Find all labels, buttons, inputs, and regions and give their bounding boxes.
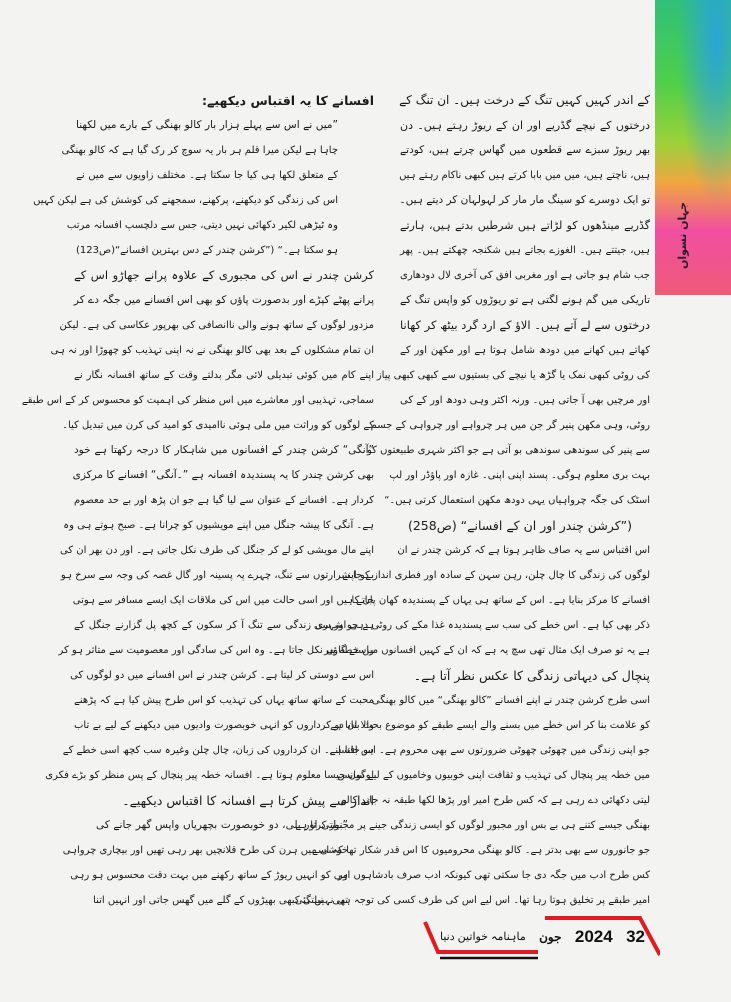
text-line: کردار ہے۔ افسانے کے عنوان سے لیا گیا ہے جو ان پڑھ اور بے حد معصوم: [74, 495, 374, 506]
issue-month: جون: [539, 930, 562, 944]
text-line: اسٹک کی جگہ چرواہیاں یہی دودھ مکھن استعمال کرتی ہیں۔“: [384, 495, 650, 506]
text-line: راستے گاؤں نکل جاتا ہے۔ وہ اس کی سادگی اور معصومیت سے متاثر ہو کر: [58, 645, 374, 656]
paragraph: [294, 688, 650, 913]
article-column-right: [294, 88, 650, 913]
paragraph: [313, 538, 650, 688]
text-line: اسی طرح کرشن چندر نے اپنے افسانے ”کالو بھنگی“ میں کالو بھنگی: [371, 695, 650, 706]
text-line: ”آنگی“ کرشن چندر کے افسانوں میں شاہکار کا درجہ رکھتا ہے خود: [74, 444, 374, 456]
text-line: ہو سکتا ہے۔“ (”کرشن چندر کے دس بہترین افسانے“(ص123): [76, 245, 338, 256]
text-line: اس کی زندگی کو دیکھنے، پرکھنے، سمجھنے کی کوشش کی ہے لیکن کہیں: [33, 195, 338, 206]
text-line: لوگوں کی زندگی کا چال چلن، رہن سہن کے سادہ اور فطری انداز کو اپنے: [342, 570, 650, 581]
text-line: تو ایک دوسرے کو سینگ مار مار کر لہولہان کر دیتے ہیں۔: [399, 194, 650, 206]
text-line: اپنے کام میں کوئی تبدیلی لائی مگر بدلتے وقت کے ساتھ افسانہ نگار نے: [74, 370, 374, 381]
text-line: (”کرشن چندر اور ان کے افسانے“ (ص258): [407, 518, 632, 533]
article-column-left: [21, 88, 374, 913]
text-line: کھاتے ہیں کھانے میں دودھ شامل ہوتا ہے اور مکھن اور کے: [400, 345, 650, 356]
text-line: مزدور لوگوں کے ساتھ ہونے والی ناانصافی کی بھرپور عکاسی کی ہے۔ لیکن: [59, 320, 374, 331]
text-line: جاتے ہیں اور اسی حالت میں اس کی ملاقات ایک ایسے مسافر سے ہوتی: [72, 595, 374, 606]
text-line: ہی کو انہیں ریوڑ کے ساتھ رکھنے میں بہت دقت محسوس ہو رہی: [70, 870, 348, 881]
text-line: بہت بری معلوم ہوگی۔ پسند اپنی اپنی۔ غازہ اور پاؤڈر اور لپ: [389, 470, 650, 481]
text-line: ”نیلتی اور بلی، دو خوبصورت بچھریاں واپس گھر جانے کی: [96, 819, 348, 831]
section-title: جہان نسواں: [676, 201, 690, 269]
text-line: اس سے دوستی کر لیتا ہے۔ کرشن چندر نے اس افسانے میں دو لوگوں کی: [70, 670, 374, 681]
text-line: وہ ٹیڑھی لکیر دکھائی نہیں دیتی، جس سے دلچسپ افسانہ مرتب: [66, 220, 338, 231]
text-line: بھنگی جیسے کتنے ہی بے بس اور مجبور لوگوں کو ایسی زندگی جینے پر مجبور کرتا ہے: [295, 820, 650, 831]
text-line: ہے جو شہری زندگی سے تنگ آ کر سکون کے کچھ پل گزارنے جنگل کے: [74, 620, 374, 631]
text-line: جب شام ہو جاتی ہے اور مغربی افق کی آخری لال دودھاری: [400, 270, 650, 281]
text-line: درختوں سے لے آتے ہیں۔ الاؤ کے ارد گرد بیٹھ کر کھانا: [400, 318, 650, 332]
text-line: بھی کرشن چندر کا یہ پسندیدہ افسانہ ہے ”۔آنگی“ افسانے کا مرکزی: [72, 469, 374, 481]
text-line: کی روٹی کبھی نمک یا گڑھ یا نیچے کی بستیوں سے کبھی کبھی پیاز: [376, 370, 650, 381]
text-line: کس طرح ادب میں جگہ دی جا سکتی تھی کیونکہ ادب صرف بادشاہوں اور: [337, 870, 650, 881]
text-line: اپنے مال مویشی کو لے کر جنگل کی طرف نکل جاتی ہے۔ اور دن بھر ان کی: [59, 545, 374, 556]
text-line: جو اپنی زندگی میں چھوٹی چھوٹی ضرورتوں سے بھی محروم ہے۔ اس افسانے: [329, 745, 650, 756]
text-line: کے اندر کہیں کہیں تنگ کے درخت ہیں۔ ان تنگ کے: [399, 93, 650, 107]
text-line: افسانے کا مرکز بنایا ہے۔ اس کے ساتھ ہی یہاں کے پسندیدہ کھان پان کا: [351, 595, 650, 606]
section-sidebar-banner: [655, 0, 731, 295]
text-line: سماجی، تہذیبی اور معاشرے میں اس منظر کی اہمیت کو محسوس کر کے اس طبقے: [21, 395, 374, 406]
text-line: محبت کے ساتھ ساتھ یہاں کی تہذیب کو اس طرح پیش کیا ہے کہ پڑھنے: [74, 695, 374, 706]
text-line: اس اقتباس سے یہ صاف ظاہر ہوتا ہے کہ کرشن چندر نے ان: [397, 545, 650, 556]
text-line: بھر ریوڑ سبزے سے قطعوں میں گھاس چرتے ہیں، کودتے: [400, 144, 650, 156]
text-line: سے پنیر کی سوندھی سوندھی بو آتی ہے جو اکثر شہری طبیعتوں کو: [366, 445, 650, 456]
text-line: انداز سے پیش کرتا ہے افسانہ کا اقتباس دیکھیے۔: [122, 793, 374, 808]
text-line: پرانے پھٹے کپڑے اور بدصورت پاؤں کو بھی اس افسانے میں جگہ دے کر: [73, 294, 374, 306]
text-line: لیتی دکھائی دے رہی ہے کہ کس طرح امیر اور پڑھا لکھا طبقہ نہ جانے کالو: [341, 795, 650, 806]
text-line: کرشن چندر نے اس کی مجبوری کے علاوہ پرانے جھاڑو اس کے: [74, 268, 374, 282]
text-line: افسانے کا یہ اقتباس دیکھیے:: [202, 93, 374, 108]
text-line: خوشی میں ہرن کی طرح قلانچیں بھر رہی تھیں اور بیچاری چرواہی: [62, 845, 348, 856]
paragraph: [366, 88, 650, 513]
text-line: گڈریے مینڈھوں کو لڑاتے ہیں شرطیں بدتے ہیں، ہارتے: [400, 219, 650, 232]
text-line: میں خطہ پیر پنچال کی تہذیب و ثقافت اپنی خوبیوں وخامیوں کے لیے سانس: [337, 770, 650, 781]
text-line: والا ان دو کرداروں کو انہی خوبصورت وادیوں میں دیکھنے کے لیے بے تاب: [74, 720, 374, 731]
text-line: اور مرچیں بھی آ جاتی ہیں۔ ورنہ اکثر وہی دودھ اور کے کی: [400, 395, 650, 406]
page-footer: [420, 910, 660, 965]
text-line: امیر طبقے پر تخلیق ہوتا رہا تھا۔ اس لیے اس کی طرف کسی کی توجہ ہی نہیں گئی: [294, 895, 650, 906]
text-line: بے جا شرارتوں سے تنگ، چہرے پہ پسینہ اور گال غصہ کی وجہ سے سرخ ہو: [60, 570, 374, 581]
text-line: چاہا ہے لیکن میرا قلم ہر بار یہ سوچ کر رک گیا ہے کہ کالو بھنگی: [61, 145, 338, 156]
paragraph: [45, 438, 374, 813]
paragraph: [21, 263, 374, 438]
text-line: روٹی، وہی مکھن پنیر گر جن میں ہر چرواہے اور چرواہی کے جسم: [370, 420, 650, 431]
text-line: ہے یہ تو صرف ایک مثال تھی سچ یہ ہے کہ ان کے کہیں افسانوں میں خطہ پیر: [324, 645, 650, 656]
text-line: ”میں نے اس سے پہلے ہزار بار کالو بھنگی کے بارے میں لکھنا: [76, 119, 338, 131]
text-line: کے متعلق لکھا ہی کیا جا سکتا ہے۔ مختلف زاویوں سے میں نے: [76, 170, 338, 181]
text-line: ان تمام مشکلوں کے بعد بھی کالو بھنگی نے نہ اپنی تہذیب کو چھوڑا اور نہ ہی: [50, 345, 374, 356]
text-line: ہیں، ناچتے ہیں، میں میں بابا کرتے ہیں کبھی ناکام رہتے ہیں: [399, 170, 650, 181]
text-line: جو جانوروں سے بھی بدتر ہے۔ کالو بھنگی محرومیوں کا اس قدر شکار تھا کہ اسے: [312, 845, 650, 856]
block-quote: [62, 813, 374, 913]
citation: [400, 513, 650, 538]
footer-info: [440, 924, 645, 950]
block-quote: [33, 113, 374, 263]
section-heading: [74, 88, 374, 113]
text-line: ہے۔ آنگی کا پیشہ جنگل میں اپنے مویشیوں کو چرانا ہے۔ صبح ہوتے ہی وہ: [63, 520, 374, 531]
page-number: 32: [626, 927, 645, 946]
text-line: لوگوں جیسا معلوم ہوتا ہے۔ افسانہ خطہ پیر پنچال کے پس منظر کو بڑے فکری: [45, 770, 374, 781]
text-line: پنچال کی دیہاتی زندگی کا عکس نظر آتا ہے۔: [413, 668, 650, 683]
text-line: درختوں کے نیچے گڈریے اور ان کے ریوڑ رہتے ہیں۔ دن: [400, 119, 650, 132]
issue-year: 2024: [574, 927, 613, 946]
text-line: کو علامت بنا کر اس خطے میں بسنے والے ایسے طبقے کو موضوع بحث بنایا ہے: [330, 720, 650, 731]
text-line: تاریکی میں گم ہونے لگتی ہے تو ریوڑوں کو واپس تنگ کے: [400, 294, 650, 306]
text-line: ذکر بھی کیا ہے۔ اس خطے کی سب سے پسندیدہ غذا مکے کی روٹی دہی اور سی: [313, 620, 650, 631]
text-line: کے لوگوں کو وراثت میں ملی ہوئی ناامیدی کو امید کی کرن میں تبدیل کیا۔: [62, 420, 374, 431]
magazine-name: ماہنامہ خواتین دنیا: [440, 931, 526, 943]
text-line: تھی۔ نیلتی کبھی بھیڑوں کے گلے میں گھس جاتی اور انہیں اتنا: [93, 895, 348, 906]
text-line: ہیں، جیتتے ہیں۔ الغوزے بجاتے ہیں شکنجہ چھکتے ہیں۔ پھر: [400, 245, 650, 256]
text-line: ہو جاتا ہے۔ ان کرداروں کی زبان، چال چلن وغیرہ سب کچھ اسی خطے کے: [62, 745, 374, 756]
